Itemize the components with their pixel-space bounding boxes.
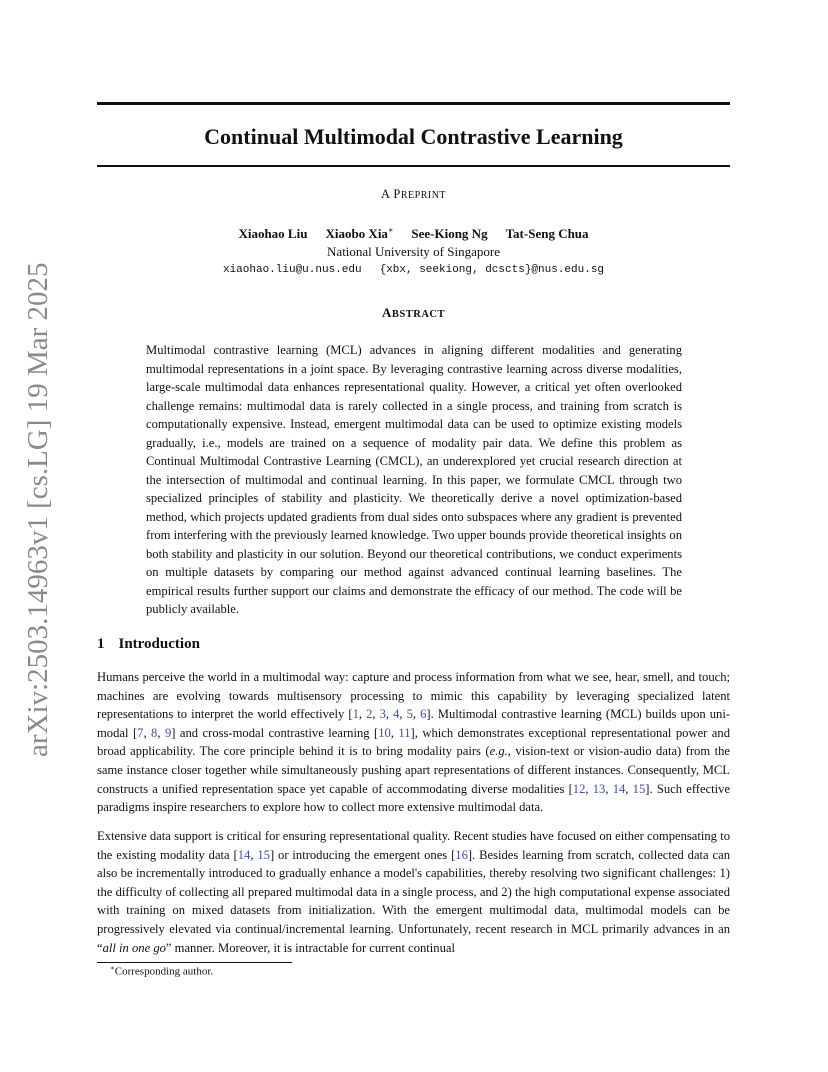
paper-title: Continual Multimodal Contrastive Learning xyxy=(204,124,623,149)
author-name: Xiaohao Liu xyxy=(238,226,308,242)
title-rule-bottom xyxy=(97,165,730,167)
title-rule-top xyxy=(97,102,730,105)
citation-link[interactable]: 4 xyxy=(393,707,400,722)
preprint-label: A PREPRINT xyxy=(380,187,447,201)
author-emails xyxy=(97,264,730,276)
author-name: Xiaobo Xia∗ xyxy=(325,226,394,242)
citation-link[interactable]: 14 xyxy=(237,847,251,862)
citation-link[interactable]: 15 xyxy=(632,781,646,796)
email: {xbx, seekiong, dcscts}@nus.edu.sg xyxy=(379,264,605,276)
citation-link[interactable]: 16 xyxy=(455,847,468,862)
citation-link[interactable]: 15 xyxy=(257,847,270,862)
citation-link[interactable]: 3 xyxy=(379,707,386,722)
intro-paragraph-2: Extensive data support is critical for ensuring representational quality. Recent studies have focused on either compensating to the existing modality data [14, 15] or introducing the emergent ones [16]. Besides learning from scratch, collected data can also be incrementally introduced to gradually enhance a model's capabilities, thereby resolving two significant challenges: 1) the difficulty of collecting all prepared multimodal data in a single process, and 2) the high computational expense associated with training on mixed datasets from initialization. With the emergent multimodal data, multimodal models can be progressively elevated via continual/incremental learning. Unfortunately, recent research in MCL primarily advances in an “all in one go” manner. Moreover, it is intractable for current continual xyxy=(97,829,730,955)
intro-paragraph-1: Humans perceive the world in a multimodal way: capture and process information from what we see, hear, smell, and touch; machines are evolving towards multisensory processing to mimic this capability by leveraging specialized latent representations to interpret the world effectively [1, 2, 3, 4, 5, 6]. Multimodal contrastive learning (MCL) builds upon uni-modal [7, 8, 9] and cross-modal contrastive learning [10, 11], which demonstrates exceptional representational power and broad applicability. The core principle behind it is to bring modality pairs (e.g., vision-text or vision-audio data) from the same instance closer together while simultaneously pushing apart representations of different instances. Consequently, MCL constructs a unified representation space yet capable of accommodating diverse modalities [12, 13, 14, 15]. Such effective paradigms inspire researchers to explore how to collect more extensive multimodal data. xyxy=(97,670,731,815)
citation-link[interactable]: 12 xyxy=(572,781,586,796)
citation-link[interactable]: 10 xyxy=(378,725,391,740)
citation-link[interactable]: 2 xyxy=(366,707,373,722)
citation-link[interactable]: 6 xyxy=(420,707,427,722)
citation-link[interactable]: 7 xyxy=(137,725,144,740)
affiliation: National University of Singapore xyxy=(327,244,500,259)
footnote: ∗Corresponding author. xyxy=(110,964,214,978)
corresponding-mark: ∗ xyxy=(387,226,394,235)
footnote-rule xyxy=(97,962,292,963)
citation-link[interactable]: 1 xyxy=(352,707,359,722)
author-list xyxy=(97,226,730,242)
citation-link[interactable]: 13 xyxy=(592,781,606,796)
section-heading: 1 Introduction xyxy=(97,636,200,652)
arxiv-stamp: arXiv:2503.14963v1 [cs.LG] 19 Mar 2025 xyxy=(22,262,54,757)
citation-link[interactable]: 9 xyxy=(164,725,172,740)
citation-link[interactable]: 14 xyxy=(612,781,626,796)
citation-link[interactable]: 11 xyxy=(398,725,411,740)
citation-link[interactable]: 8 xyxy=(151,725,158,740)
abstract-heading: ABSTRACT xyxy=(382,305,445,320)
abstract-text: Multimodal contrastive learning (MCL) advances in aligning different modalities and generating multimodal representations in a joint space. By leveraging contrastive learning across diverse modalities, large-scale multimodal data enhances representational quality. However, a critical yet often overlooked challenge remains: multimodal data is rarely collected in a single process, and training from scratch is computationally expensive. Instead, emergent multimodal data can be used to optimize existing models gradually, i.e., models are trained on a sequence of modality pair data. We define this problem as Continual Multimodal Contrastive Learning (CMCL), an underexplored yet crucial research direction at the intersection of multimodal and continual learning. In this paper, we formulate CMCL through two specialized principles of stability and plasticity. We theoretically derive a novel optimization-based method, which projects updated gradients from dual sides onto subspaces where any gradient is prevented from interfering with the previously learned knowledge. Two upper bounds provide theoretical insights on both stability and plasticity in our solution. Beyond our theoretical contributions, we conduct experiments on multiple datasets by comparing our method against advanced continual learning baselines. The empirical results further support our claims and demonstrate the efficacy of our method. The code will be publicly available. xyxy=(146,343,682,616)
author-name: See-Kiong Ng xyxy=(411,226,488,242)
author-name: Tat-Seng Chua xyxy=(505,226,589,242)
email: xiaohao.liu@u.nus.edu xyxy=(222,264,362,276)
citation-link[interactable]: 5 xyxy=(406,707,413,722)
